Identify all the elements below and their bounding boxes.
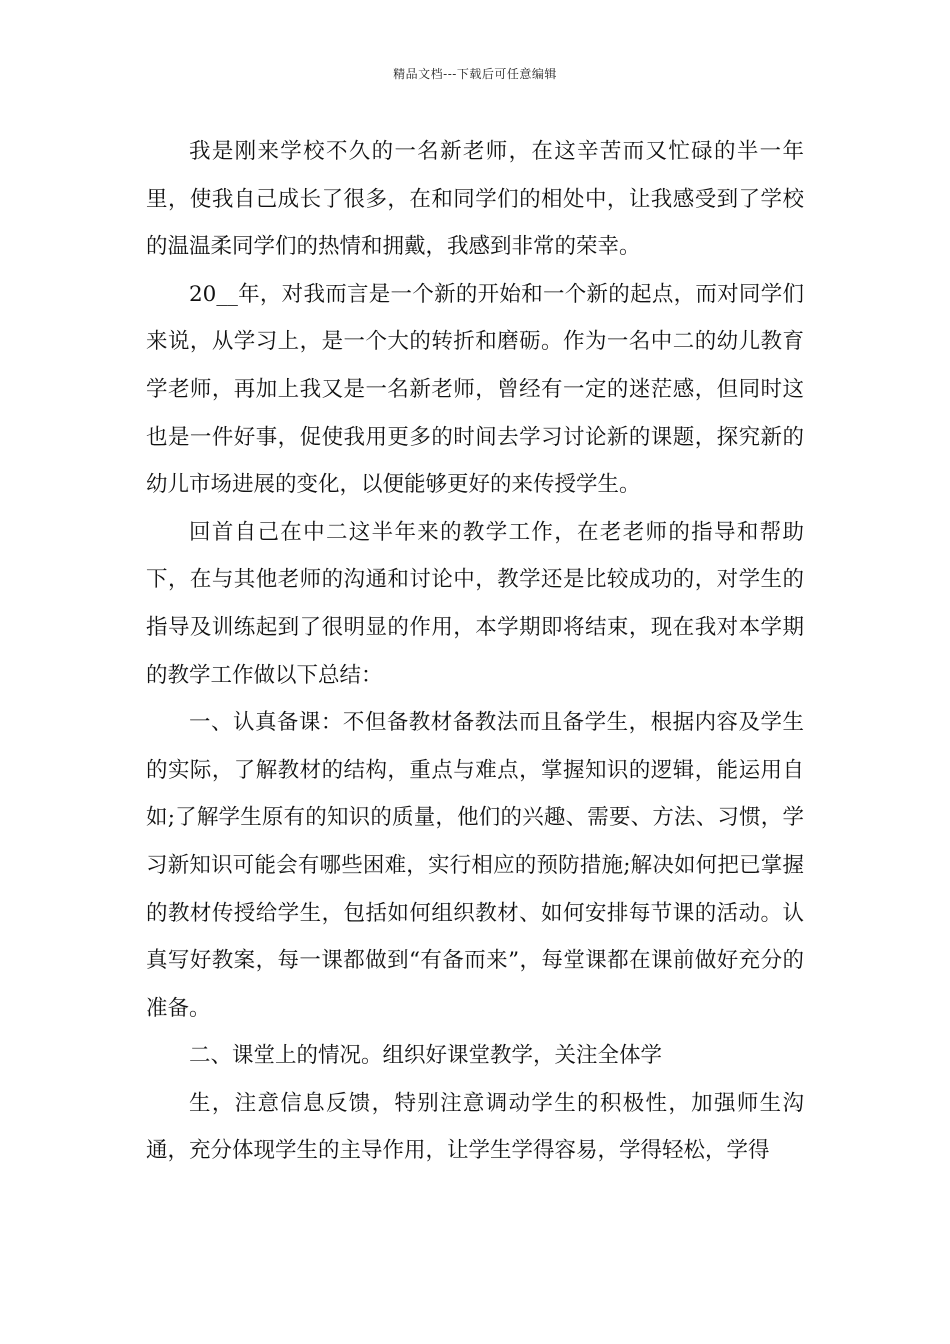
paragraph-3: 回首自己在中二这半年来的教学工作，在老老师的指导和帮助下，在与其他老师的沟通和讨论中，教学还是比较成功的，对学生的指导及训练起到了很明显的作用，本学期即将结束，现在我对本学期的教学工作做以下总结： [146,519,804,688]
paragraph-2: 20__年，对我而言是一个新的开始和一个新的起点，而对同学们来说，从学习上，是一个大的转折和磨砺。作为一名中二的幼儿教育学老师，再加上我又是一名新老师，曾经有一定的迷茫感，但同时这也是一件好事，促使我用更多的时间去学习讨论新的课题，探究新的幼儿市场进展的变化，以便能够更好的来传授学生。 [146,281,804,498]
page-header: 精品文档---下载后可任意编辑 [393,67,557,81]
paragraph-5: 二、课堂上的情况。组织好课堂教学，关注全体学 [189,1043,663,1069]
document-body [146,128,804,1175]
paragraph-4: 一、认真备课：不但备教材备教法而且备学生，根据内容及学生的实际，了解教材的结构，重点与难点，掌握知识的逻辑，能运用自如;了解学生原有的知识的质量，他们的兴趣、需要、方法、习惯，学习新知识可能会有哪些困难，实行相应的预防措施;解决如何把已掌握的教材传授给学生，包括如何组织教材、如何安排每节课的活动。认真写好教案，每一课都做到“有备而来”，每堂课都在课前做好充分的准备。 [146,710,804,1021]
paragraph-1: 我是刚来学校不久的一名新老师，在这辛苦而又忙碌的半一年里，使我自己成长了很多，在和同学们的相处中，让我感受到了学校的温温柔同学们的热情和拥戴，我感到非常的荣幸。 [146,139,804,260]
paragraph-6: 生，注意信息反馈，特别注意调动学生的积极性，加强师生沟通，充分体现学生的主导作用，让学生学得容易，学得轻松，学得 [146,1090,804,1164]
